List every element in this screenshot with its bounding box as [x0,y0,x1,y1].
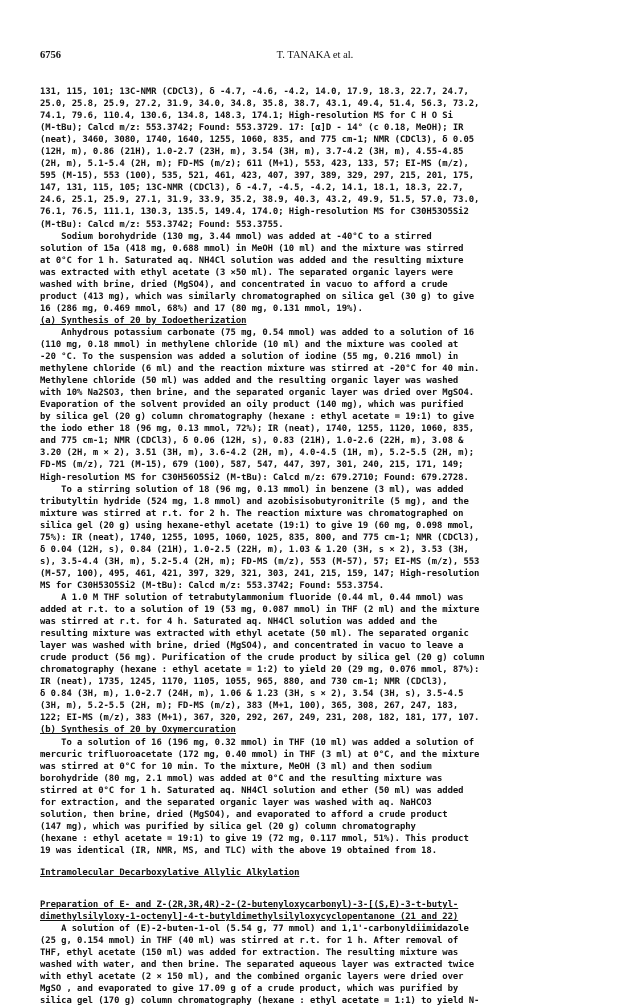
section-heading: Intramolecular Decarboxylative Allylic Alkylation [40,868,300,878]
text-line: (neat), 3460, 3080, 1740, 1640, 1255, 1060, 835, and 775 cm-1; NMR (CDCl3), δ 0.05 [40,135,475,146]
text-line: layer was washed with brine, dried (MgSO4), and concentrated in vacuo to leave a [40,641,464,652]
text-line: 24.6, 25.1, 25.9, 27.1, 31.9, 33.9, 35.2, 38.9, 40.3, 43.2, 49.9, 51.5, 57.0, 73.0, [40,195,480,206]
section-heading: (b) Synthesis of 20 by Oxymercuration [40,725,236,736]
text-line: methylene chloride (6 ml) and the reaction mixture was stirred at -20°C for 40 min. [40,364,480,375]
text-line: mixture was stirred at r.t. for 2 h. The reaction mixture was chromatographed on [40,508,464,519]
text-line: IR (neat), 1735, 1245, 1170, 1105, 1055, 965, 880, and 730 cm-1; NMR (CDCl3), [40,677,448,688]
text-line: was stirred at 0°C for 10 min. To the mixture, MeOH (3 ml) and then sodium [40,761,432,772]
text-line: 74.1, 79.6, 110.4, 130.6, 134.8, 148.3, 174.1; High-resolution MS for C H O Si [40,111,453,122]
text-line: 76.1, 76.5, 111.1, 130.3, 135.5, 149.4, 174.0; High-resolution MS for C30H53O5Si2 [40,207,469,218]
text-line: tributyltin hydride (524 mg, 1.8 mmol) and azobisisobutyronitrile (5 mg), and the [40,496,469,507]
text-line: and 775 cm-1; NMR (CDCl3), δ 0.06 (12H, s), 0.83 (21H), 1.0-2.6 (22H, m), 3.08 & [40,436,464,447]
text-line: with ethyl acetate (2 × 150 ml), and the combined organic layers were dried over [40,972,464,983]
text-line: Sodium borohydride (130 mg, 3.44 mmol) was added at -40°C to a stirred [40,231,432,242]
text-line: Methylene chloride (50 ml) was added and the resulting organic layer was washed [40,376,459,387]
text-line: Evaporation of the solvent provided an oily product (140 mg), which was purified [40,400,464,411]
text-line: FD-MS (m/z), 721 (M-15), 679 (100), 587, 547, 447, 397, 301, 240, 215, 171, 149; [40,460,464,471]
text-line: solution, then brine, dried (MgSO4), and evaporated to afford a crude product [40,809,448,820]
text-line: washed with brine, dried (MgSO4), and concentrated in vacuo to afford a crude [40,279,448,290]
text-line: (hexane : ethyl acetate = 19:1) to give 19 (72 mg, 0.117 mmol, 51%). This product [40,833,469,844]
text-line: THF, ethyl acetate (150 ml) was added for extraction. The resulting mixture was [40,948,459,959]
text-line: by silica gel (20 g) column chromatography (hexane : ethyl acetate = 19:1) to give [40,412,475,423]
paragraph [40,315,592,484]
text-line: δ 0.84 (3H, m), 1.0-2.7 (24H, m), 1.06 & 1.23 (3H, s × 2), 3.54 (3H, s), 3.5-4.5 [40,689,464,700]
text-line: washed with water, and then brine. The separated aqueous layer was extracted twice [40,960,475,971]
text-line: 3.20 (2H, m × 2), 3.51 (3H, m), 3.6-4.2 (2H, m), 4.0-4.5 (1H, m), 5.2-5.5 (2H, m); [40,448,475,459]
text-line: product (413 mg), which was similarly chromatographed on silica gel (30 g) to give [40,291,475,302]
text-line: 147, 131, 115, 105; 13C-NMR (CDCl3), δ -4.7, -4.5, -4.2, 14.1, 18.1, 18.3, 22.7, [40,183,464,194]
text-line: with 10% Na2SO3, then brine, and the separated organic layer was dried over MgSO4. [40,388,475,399]
text-line: A 1.0 M THF solution of tetrabutylammonium fluoride (0.44 ml, 0.44 mmol) was [40,592,464,603]
text-line: 131, 115, 101; 13C-NMR (CDCl3), δ -4.7, -4.6, -4.2, 14.0, 17.9, 18.3, 22.7, 24.7, [40,87,469,97]
text-line: stirred at 0°C for 1 h. Saturated aq. NH4Cl solution and ether (50 ml) was added [40,785,464,796]
paragraph [40,86,592,231]
text-line: 16 (286 mg, 0.469 mmol, 68%) and 17 (80 mg, 0.131 mmol, 19%). [40,303,363,314]
text-line: 595 (M-15), 553 (100), 535, 521, 461, 423, 407, 397, 389, 329, 297, 215, 201, 175, [40,171,475,182]
running-header [40,50,590,66]
text-line: δ 0.04 (12H, s), 0.84 (21H), 1.0-2.5 (22H, m), 1.03 & 1.20 (3H, s × 2), 3.53 (3H, [40,544,469,555]
text-line: A solution of (E)-2-buten-1-ol (5.54 g, 77 mmol) and 1,1'-carbonyldiimidazole [40,924,469,935]
section-spacer [40,857,592,867]
text-line: silica gel (20 g) using hexane-ethyl acetate (19:1) to give 19 (60 mg, 0.098 mmol, [40,520,475,531]
text-line: 122; EI-MS (m/z), 383 (M+1), 367, 320, 292, 267, 249, 231, 208, 182, 181, 177, 107. [40,713,480,724]
procedure-heading-line: Preparation of E- and Z-(2R,3R,4R)-2-(2-butenyloxycarbonyl)-3-[(S,E)-3-t-butyl- [40,900,459,911]
text-line: resulting mixture was extracted with ethyl acetate (50 ml). The separated organic [40,629,469,640]
text-line: crude product (56 mg). Purification of the crude product by silica gel (20 g) column [40,653,485,664]
section-spacer [40,879,592,889]
text-line: 19 was identical (IR, NMR, MS, and TLC) with the above 19 obtained from 18. [40,845,437,856]
paragraph [40,857,592,889]
text-line: for extraction, and the separated organic layer was washed with aq. NaHCO3 [40,797,432,808]
text-line: High-resolution MS for C30H56O5Si2 (M-tBu): Calcd m/z: 679.2710; Found: 679.2728. [40,472,469,483]
paragraph [40,724,592,857]
text-line: (147 mg), which was purified by silica gel (20 g) column chromatography [40,821,416,832]
text-line: (25 g, 0.154 mmol) in THF (40 ml) was stirred at r.t. for 1 h. After removal of [40,936,459,947]
text-line: borohydride (80 mg, 2.1 mmol) was added at 0°C and the resulting mixture was [40,773,443,784]
section-spacer [40,889,592,899]
text-line: the iodo ether 18 (96 mg, 0.13 mmol, 72%); IR (neat), 1740, 1255, 1120, 1060, 835, [40,424,475,435]
paragraph [40,592,592,725]
text-line: MgSO , and evaporated to give 17.09 g of a crude product, which was purified by [40,984,459,995]
paragraph [40,484,592,592]
text-line: To a solution of 16 (196 mg, 0.32 mmol) in THF (10 ml) was added a solution of [40,737,475,748]
text-line: (M-tBu); Calcd m/z: 553.3742; Found: 553.3729. 17: [α]D - 14° (c 0.18, MeOH); IR [40,123,464,134]
text-line: (12H, m), 0.86 (21H), 1.0-2.7 (23H, m), 3.54 (3H, m), 3.7-4.2 (3H, m), 4.55-4.85 [40,147,464,158]
page-number: 6756 [40,50,61,61]
text-line: silica gel (170 g) column chromatography (hexane : ethyl acetate = 1:1) to yield N- [40,996,480,1007]
text-line: solution of 15a (418 mg, 0.688 mmol) in MeOH (10 ml) and the mixture was stirred [40,243,464,254]
text-line: Anhydrous potassium carbonate (75 mg, 0.54 mmol) was added to a solution of 16 [40,327,475,338]
text-line: (2H, m), 5.1-5.4 (2H, m); FD-MS (m/z); 611 (M+1), 553, 423, 133, 57; EI-MS (m/z), [40,159,469,170]
text-line: added at r.t. to a solution of 19 (53 mg, 0.087 mmol) in THF (2 ml) and the mixture [40,605,480,616]
text-line: (M-tBu): Calcd m/z: 553.3742; Found: 553.3755. [40,219,284,230]
running-title: T. TANAKA et al. [276,50,354,61]
text-line: was stirred at r.t. for 4 h. Saturated aq. NH4Cl solution was added and the [40,617,437,628]
text-line: MS for C30H53O5Si2 (M-tBu): Calcd m/z: 553.3742; Found: 553.3754. [40,580,385,591]
procedure-heading-line: dimethylsilyloxy-1-octenyl]-4-t-butyldimethylsilyloxycyclopentanone (21 and 22) [40,912,459,923]
text-line: 25.0, 25.8, 25.9, 27.2, 31.9, 34.0, 34.8, 35.8, 38.7, 43.1, 49.4, 51.4, 56.3, 73.2, [40,99,480,110]
text-line: chromatography (hexane : ethyl acetate = 1:2) to yield 20 (29 mg, 0.076 mmol, 87%): [40,665,480,676]
text-line: was extracted with ethyl acetate (3 ×50 ml). The separated organic layers were [40,267,453,278]
text-line: -20 °C. To the suspension was added a solution of iodine (55 mg, 0.216 mmol) in [40,352,459,363]
text-line: mercuric trifluoroacetate (172 mg, 0.40 mmol) in THF (3 ml) at 0°C, and the mixture [40,749,480,760]
text-line: (M-57, 100), 495, 461, 421, 397, 329, 321, 303, 241, 215, 159, 147; High-resolution [40,568,480,579]
paragraph [40,231,592,315]
text-line: (3H, m), 5.2-5.5 (2H, m); FD-MS (m/z), 383 (M+1, 100), 365, 308, 267, 247, 183, [40,701,459,712]
text-line: To a stirring solution of 18 (96 mg, 0.13 mmol) in benzene (3 ml), was added [40,484,464,495]
text-line: (110 mg, 0.18 mmol) in methylene chloride (10 ml) and the mixture was cooled at [40,339,459,350]
text-line: 75%): IR (neat), 1740, 1255, 1095, 1060, 1025, 835, 800, and 775 cm-1; NMR (CDCl3), [40,532,480,543]
paragraph [40,889,592,1007]
section-heading: (a) Synthesis of 20 by Iodoetherization [40,315,247,326]
article-body [40,86,592,1007]
text-line: at 0°C for 1 h. Saturated aq. NH4Cl solution was added and the resulting mixture [40,255,464,266]
text-line: s), 3.5-4.4 (3H, m), 5.2-5.4 (2H, m); FD-MS (m/z), 553 (M-57), 57; EI-MS (m/z), 553 [40,556,480,567]
